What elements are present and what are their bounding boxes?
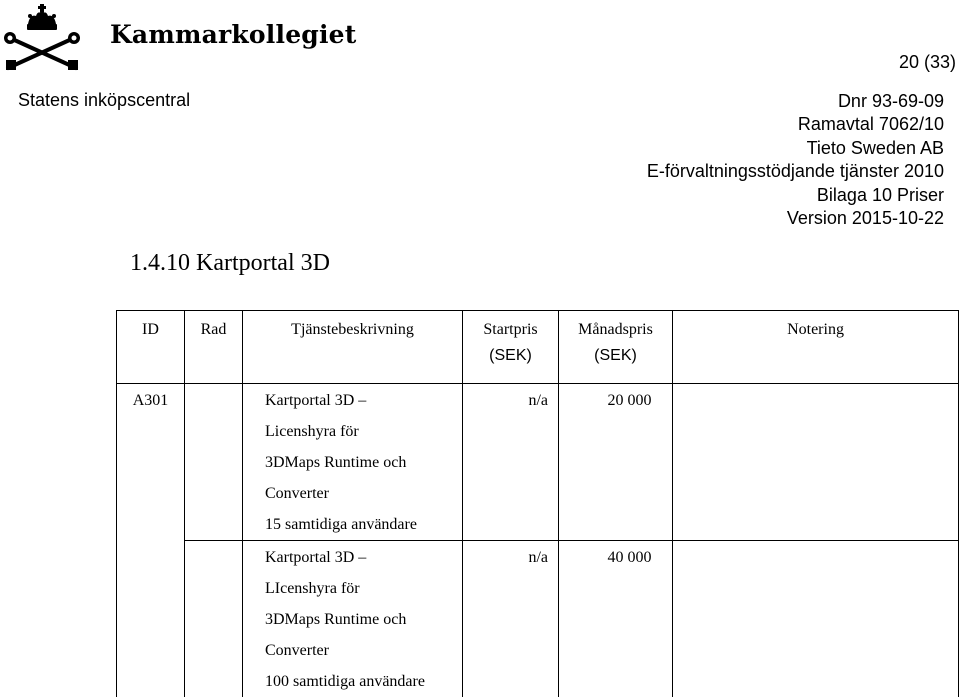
manadspris-unit: (SEK) xyxy=(559,347,672,365)
supplier: Tieto Sweden AB xyxy=(647,137,944,160)
section-title: 1.4.10 Kartportal 3D xyxy=(130,250,330,277)
startpris-unit: (SEK) xyxy=(463,347,558,365)
col-header-startpris xyxy=(463,311,559,384)
col-header-rad: Rad xyxy=(185,311,243,384)
cell-rad xyxy=(185,541,243,697)
description-line: Licenshyra för xyxy=(265,416,462,447)
agreement-area: E-förvaltningsstödjande tjänster 2010 xyxy=(647,160,944,183)
description-line: 3DMaps Runtime och xyxy=(265,604,462,635)
cell-manadspris: 20 000 xyxy=(559,384,673,541)
cell-notering xyxy=(673,384,959,541)
version: Version 2015-10-22 xyxy=(647,207,944,230)
col-header-id: ID xyxy=(117,311,185,384)
cell-id: A301 xyxy=(117,384,185,541)
cell-rad xyxy=(185,384,243,541)
table-row xyxy=(117,541,959,697)
manadspris-label: Månadspris xyxy=(578,321,653,338)
startpris-label: Startpris xyxy=(483,321,537,338)
cell-id xyxy=(117,541,185,697)
cell-notering xyxy=(673,541,959,697)
description-line: Kartportal 3D – xyxy=(265,385,462,416)
table-header-row xyxy=(117,311,959,384)
description-line: 3DMaps Runtime och xyxy=(265,447,462,478)
organization-name: Statens inköpscentral xyxy=(18,90,190,111)
dnr: Dnr 93-69-09 xyxy=(647,90,944,113)
cell-manadspris: 40 000 xyxy=(559,541,673,697)
page-number: 20 (33) xyxy=(899,52,956,73)
price-table xyxy=(116,310,959,697)
col-header-manadspris xyxy=(559,311,673,384)
description-line: Kartportal 3D – xyxy=(265,542,462,573)
description-line: Converter xyxy=(265,635,462,666)
col-header-description: Tjänstebeskrivning xyxy=(243,311,463,384)
brand-name: Kammarkollegiet xyxy=(110,20,357,49)
cell-description xyxy=(243,384,463,541)
framework-agreement: Ramavtal 7062/10 xyxy=(647,113,944,136)
description-line: 100 samtidiga användare xyxy=(265,666,462,697)
description-line: LIcenshyra för xyxy=(265,573,462,604)
appendix: Bilaga 10 Priser xyxy=(647,184,944,207)
description-line: Converter xyxy=(265,478,462,509)
document-info xyxy=(647,90,944,230)
col-header-notering: Notering xyxy=(673,311,959,384)
crown-keys-logo-icon xyxy=(4,2,104,76)
cell-startpris: n/a xyxy=(463,541,559,697)
cell-startpris: n/a xyxy=(463,384,559,541)
cell-description xyxy=(243,541,463,697)
description-line: 15 samtidiga användare xyxy=(265,509,462,540)
table-row xyxy=(117,384,959,541)
